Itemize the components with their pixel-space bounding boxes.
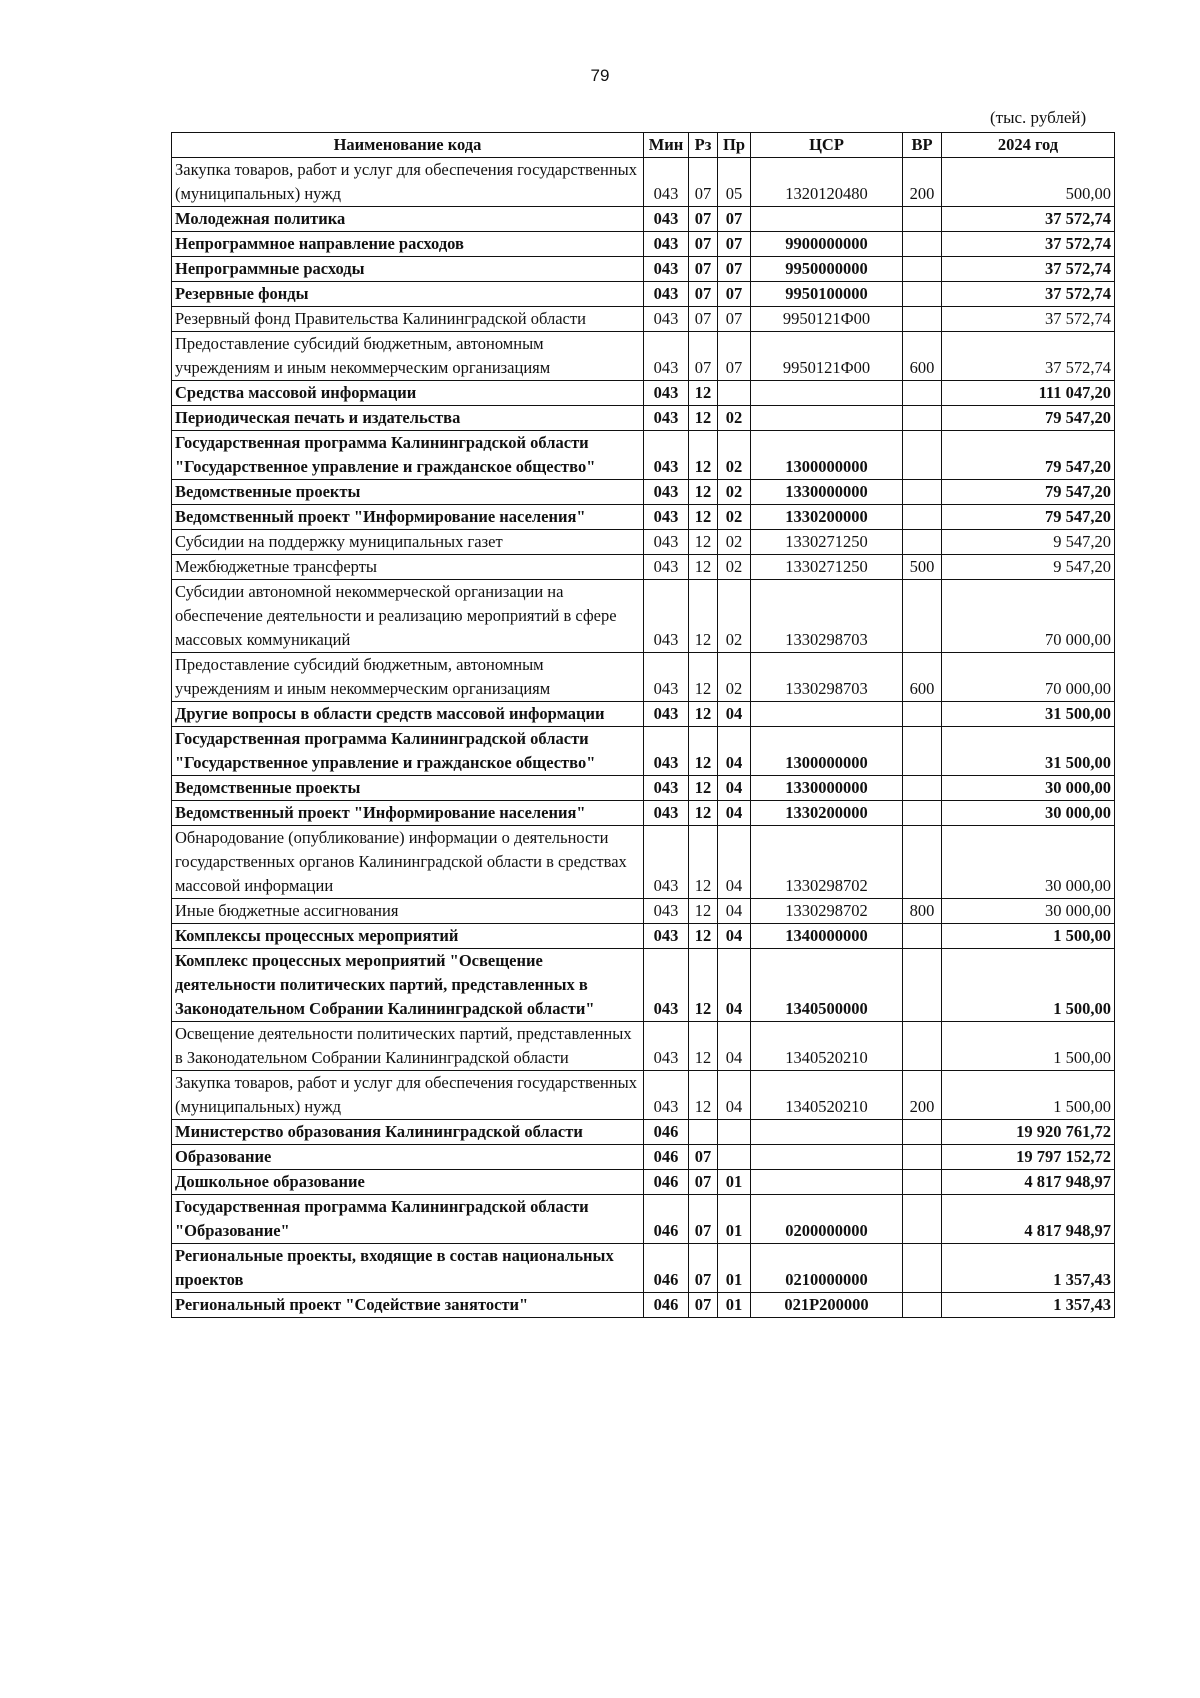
cell-rz: 07: [689, 1145, 718, 1170]
budget-table: [171, 132, 1115, 1318]
cell-rz: 12: [689, 381, 718, 406]
cell-name: Министерство образования Калининградской области: [172, 1120, 644, 1145]
cell-pr: 04: [718, 727, 751, 776]
cell-pr: 07: [718, 207, 751, 232]
cell-amount: 1 357,43: [942, 1293, 1115, 1318]
cell-pr: 02: [718, 555, 751, 580]
cell-name: Освещение деятельности политических партий, представленных в Законодательном Собрании Калининградской области: [172, 1022, 644, 1071]
cell-name: Государственная программа Калининградской области "Образование": [172, 1195, 644, 1244]
cell-pr: 04: [718, 776, 751, 801]
cell-rz: 12: [689, 555, 718, 580]
cell-amount: 70 000,00: [942, 653, 1115, 702]
cell-rz: 12: [689, 826, 718, 899]
cell-pr: [718, 1120, 751, 1145]
cell-amount: 1 500,00: [942, 1022, 1115, 1071]
cell-name: Государственная программа Калининградской области "Государственное управление и гражданское общество": [172, 727, 644, 776]
cell-vr: [903, 1022, 942, 1071]
cell-rz: 12: [689, 480, 718, 505]
page-number: 79: [590, 66, 610, 85]
cell-csr: [751, 1170, 903, 1195]
cell-amount: 37 572,74: [942, 257, 1115, 282]
table-row: [172, 307, 1115, 332]
cell-pr: 04: [718, 924, 751, 949]
cell-pr: 02: [718, 480, 751, 505]
cell-pr: 02: [718, 580, 751, 653]
cell-amount: 79 547,20: [942, 480, 1115, 505]
cell-pr: 02: [718, 406, 751, 431]
cell-amount: 4 817 948,97: [942, 1195, 1115, 1244]
cell-name: Закупка товаров, работ и услуг для обеспечения государственных (муниципальных) нужд: [172, 158, 644, 207]
cell-name: Иные бюджетные ассигнования: [172, 899, 644, 924]
cell-rz: [689, 1120, 718, 1145]
cell-name: Непрограммное направление расходов: [172, 232, 644, 257]
cell-pr: [718, 381, 751, 406]
cell-name: Другие вопросы в области средств массовой информации: [172, 702, 644, 727]
cell-vr: 500: [903, 555, 942, 580]
cell-min: 046: [644, 1145, 689, 1170]
cell-pr: 04: [718, 1022, 751, 1071]
cell-vr: [903, 801, 942, 826]
table-row: [172, 580, 1115, 653]
cell-name: Ведомственный проект "Информирование населения": [172, 801, 644, 826]
cell-csr: 0210000000: [751, 1244, 903, 1293]
cell-name: Субсидии на поддержку муниципальных газет: [172, 530, 644, 555]
cell-amount: 37 572,74: [942, 282, 1115, 307]
cell-pr: 02: [718, 653, 751, 702]
cell-amount: 37 572,74: [942, 207, 1115, 232]
cell-amount: 30 000,00: [942, 899, 1115, 924]
cell-csr: 1330200000: [751, 505, 903, 530]
cell-pr: 02: [718, 530, 751, 555]
cell-pr: 04: [718, 702, 751, 727]
cell-csr: [751, 1145, 903, 1170]
table-row: [172, 406, 1115, 431]
header-rz: Рз: [689, 133, 718, 158]
cell-name: Ведомственные проекты: [172, 480, 644, 505]
cell-name: Ведомственный проект "Информирование населения": [172, 505, 644, 530]
cell-csr: 021P200000: [751, 1293, 903, 1318]
table-row: [172, 381, 1115, 406]
cell-rz: 07: [689, 1244, 718, 1293]
cell-min: 043: [644, 282, 689, 307]
cell-rz: 12: [689, 924, 718, 949]
cell-vr: [903, 381, 942, 406]
cell-min: 043: [644, 207, 689, 232]
cell-pr: 04: [718, 949, 751, 1022]
cell-min: 043: [644, 381, 689, 406]
cell-min: 043: [644, 727, 689, 776]
cell-vr: [903, 257, 942, 282]
cell-min: 043: [644, 480, 689, 505]
cell-min: 043: [644, 949, 689, 1022]
cell-vr: [903, 1120, 942, 1145]
table-row: [172, 282, 1115, 307]
cell-amount: 1 500,00: [942, 1071, 1115, 1120]
cell-name: Региональные проекты, входящие в состав национальных проектов: [172, 1244, 644, 1293]
cell-amount: 37 572,74: [942, 307, 1115, 332]
cell-csr: 9950100000: [751, 282, 903, 307]
cell-pr: 07: [718, 332, 751, 381]
header-pr: Пр: [718, 133, 751, 158]
table-row: [172, 1293, 1115, 1318]
cell-name: Государственная программа Калининградской области "Государственное управление и гражданское общество": [172, 431, 644, 480]
cell-pr: 05: [718, 158, 751, 207]
cell-min: 043: [644, 232, 689, 257]
cell-vr: [903, 702, 942, 727]
table-row: [172, 431, 1115, 480]
table-row: [172, 207, 1115, 232]
cell-rz: 12: [689, 653, 718, 702]
cell-vr: [903, 727, 942, 776]
cell-csr: 9950121Ф00: [751, 307, 903, 332]
cell-amount: 19 797 152,72: [942, 1145, 1115, 1170]
cell-rz: 12: [689, 406, 718, 431]
cell-min: 043: [644, 431, 689, 480]
cell-min: 043: [644, 776, 689, 801]
table-row: [172, 158, 1115, 207]
cell-pr: 04: [718, 1071, 751, 1120]
table-row: [172, 1244, 1115, 1293]
cell-csr: 9900000000: [751, 232, 903, 257]
cell-pr: 07: [718, 307, 751, 332]
table-row: [172, 232, 1115, 257]
cell-min: 043: [644, 158, 689, 207]
cell-min: 043: [644, 924, 689, 949]
cell-rz: 07: [689, 257, 718, 282]
table-row: [172, 555, 1115, 580]
cell-min: 043: [644, 505, 689, 530]
table-row: [172, 776, 1115, 801]
header-vr: ВР: [903, 133, 942, 158]
cell-name: Образование: [172, 1145, 644, 1170]
cell-csr: 1300000000: [751, 727, 903, 776]
table-row: [172, 480, 1115, 505]
cell-pr: 04: [718, 899, 751, 924]
cell-min: 046: [644, 1170, 689, 1195]
cell-amount: 30 000,00: [942, 826, 1115, 899]
cell-vr: [903, 406, 942, 431]
header-amount: 2024 год: [942, 133, 1115, 158]
cell-pr: 07: [718, 282, 751, 307]
cell-csr: 1330000000: [751, 776, 903, 801]
cell-vr: 600: [903, 653, 942, 702]
table-row: [172, 924, 1115, 949]
cell-rz: 12: [689, 530, 718, 555]
cell-min: 043: [644, 257, 689, 282]
cell-pr: 04: [718, 826, 751, 899]
cell-csr: [751, 207, 903, 232]
cell-name: Резервные фонды: [172, 282, 644, 307]
cell-rz: 07: [689, 332, 718, 381]
cell-csr: 0200000000: [751, 1195, 903, 1244]
table-row: [172, 826, 1115, 899]
cell-vr: [903, 307, 942, 332]
cell-vr: [903, 949, 942, 1022]
cell-pr: 01: [718, 1170, 751, 1195]
cell-vr: [903, 207, 942, 232]
cell-min: 046: [644, 1195, 689, 1244]
cell-vr: [903, 1170, 942, 1195]
cell-csr: 9950121Ф00: [751, 332, 903, 381]
cell-vr: [903, 776, 942, 801]
cell-amount: 30 000,00: [942, 801, 1115, 826]
cell-amount: 1 357,43: [942, 1244, 1115, 1293]
cell-amount: 500,00: [942, 158, 1115, 207]
cell-vr: [903, 1244, 942, 1293]
cell-pr: 01: [718, 1293, 751, 1318]
cell-csr: 1330298703: [751, 653, 903, 702]
cell-rz: 07: [689, 1170, 718, 1195]
cell-vr: [903, 1293, 942, 1318]
cell-vr: [903, 924, 942, 949]
cell-name: Региональный проект "Содействие занятости": [172, 1293, 644, 1318]
cell-amount: 79 547,20: [942, 505, 1115, 530]
header-csr: ЦСР: [751, 133, 903, 158]
cell-amount: 111 047,20: [942, 381, 1115, 406]
cell-csr: 1330271250: [751, 530, 903, 555]
cell-vr: 200: [903, 158, 942, 207]
cell-name: Межбюджетные трансферты: [172, 555, 644, 580]
table-header-row: [172, 133, 1115, 158]
table-row: [172, 257, 1115, 282]
cell-pr: 07: [718, 257, 751, 282]
table-row: [172, 1195, 1115, 1244]
cell-rz: 12: [689, 580, 718, 653]
cell-rz: 12: [689, 899, 718, 924]
cell-csr: 1340520210: [751, 1071, 903, 1120]
cell-vr: [903, 530, 942, 555]
cell-amount: 70 000,00: [942, 580, 1115, 653]
cell-rz: 12: [689, 1022, 718, 1071]
cell-csr: 1340500000: [751, 949, 903, 1022]
cell-csr: [751, 406, 903, 431]
cell-name: Субсидии автономной некоммерческой организации на обеспечение деятельности и реализацию мероприятий в сфере массовых коммуникаций: [172, 580, 644, 653]
cell-min: 043: [644, 406, 689, 431]
cell-vr: [903, 826, 942, 899]
cell-amount: 79 547,20: [942, 406, 1115, 431]
cell-pr: 01: [718, 1244, 751, 1293]
cell-min: 043: [644, 801, 689, 826]
cell-amount: 79 547,20: [942, 431, 1115, 480]
cell-csr: 1330298702: [751, 826, 903, 899]
cell-vr: 800: [903, 899, 942, 924]
cell-amount: 1 500,00: [942, 924, 1115, 949]
cell-name: Молодежная политика: [172, 207, 644, 232]
table-row: [172, 1071, 1115, 1120]
cell-min: 043: [644, 580, 689, 653]
table-row: [172, 505, 1115, 530]
cell-rz: 07: [689, 282, 718, 307]
cell-rz: 12: [689, 949, 718, 1022]
cell-amount: 31 500,00: [942, 727, 1115, 776]
cell-pr: 04: [718, 801, 751, 826]
table-row: [172, 727, 1115, 776]
cell-vr: [903, 1195, 942, 1244]
cell-rz: 07: [689, 232, 718, 257]
cell-pr: [718, 1145, 751, 1170]
cell-amount: 1 500,00: [942, 949, 1115, 1022]
units-label: (тыс. рублей): [990, 108, 1087, 127]
cell-pr: 02: [718, 505, 751, 530]
table-row: [172, 530, 1115, 555]
cell-vr: 200: [903, 1071, 942, 1120]
cell-min: 046: [644, 1244, 689, 1293]
cell-csr: [751, 1120, 903, 1145]
cell-amount: 4 817 948,97: [942, 1170, 1115, 1195]
cell-name: Предоставление субсидий бюджетным, автономным учреждениям и иным некоммерческим организациям: [172, 653, 644, 702]
cell-min: 043: [644, 826, 689, 899]
table-row: [172, 332, 1115, 381]
cell-name: Непрограммные расходы: [172, 257, 644, 282]
cell-rz: 07: [689, 158, 718, 207]
cell-name: Резервный фонд Правительства Калининградской области: [172, 307, 644, 332]
table-row: [172, 1120, 1115, 1145]
table-row: [172, 1170, 1115, 1195]
cell-rz: 12: [689, 727, 718, 776]
cell-csr: 1330271250: [751, 555, 903, 580]
cell-min: 043: [644, 653, 689, 702]
cell-amount: 31 500,00: [942, 702, 1115, 727]
cell-amount: 9 547,20: [942, 555, 1115, 580]
table-row: [172, 949, 1115, 1022]
table-row: [172, 1145, 1115, 1170]
cell-amount: 37 572,74: [942, 232, 1115, 257]
cell-name: Средства массовой информации: [172, 381, 644, 406]
table-row: [172, 653, 1115, 702]
cell-vr: [903, 505, 942, 530]
cell-name: Комплексы процессных мероприятий: [172, 924, 644, 949]
cell-name: Предоставление субсидий бюджетным, автономным учреждениям и иным некоммерческим организациям: [172, 332, 644, 381]
cell-rz: 07: [689, 207, 718, 232]
cell-amount: 37 572,74: [942, 332, 1115, 381]
cell-csr: [751, 702, 903, 727]
cell-name: Комплекс процессных мероприятий "Освещение деятельности политических партий, представленных в Законодательном Собрании Калининградской области": [172, 949, 644, 1022]
cell-csr: 1330298702: [751, 899, 903, 924]
table-row: [172, 1022, 1115, 1071]
table-row: [172, 702, 1115, 727]
cell-rz: 12: [689, 505, 718, 530]
table-row: [172, 801, 1115, 826]
cell-vr: 600: [903, 332, 942, 381]
cell-csr: 9950000000: [751, 257, 903, 282]
cell-csr: 1320120480: [751, 158, 903, 207]
cell-rz: 07: [689, 1293, 718, 1318]
cell-min: 046: [644, 1293, 689, 1318]
cell-pr: 07: [718, 232, 751, 257]
cell-csr: 1300000000: [751, 431, 903, 480]
cell-amount: 9 547,20: [942, 530, 1115, 555]
cell-csr: [751, 381, 903, 406]
cell-csr: 1330200000: [751, 801, 903, 826]
cell-csr: 1340520210: [751, 1022, 903, 1071]
cell-name: Обнародование (опубликование) информации о деятельности государственных органов Калининградской области в средствах массовой информации: [172, 826, 644, 899]
cell-name: Дошкольное образование: [172, 1170, 644, 1195]
cell-vr: [903, 1145, 942, 1170]
cell-min: 043: [644, 899, 689, 924]
cell-pr: 01: [718, 1195, 751, 1244]
cell-rz: 12: [689, 801, 718, 826]
cell-min: 043: [644, 530, 689, 555]
cell-min: 043: [644, 702, 689, 727]
cell-vr: [903, 282, 942, 307]
cell-min: 043: [644, 307, 689, 332]
table-body: [172, 158, 1115, 1318]
cell-amount: 19 920 761,72: [942, 1120, 1115, 1145]
header-min: Мин: [644, 133, 689, 158]
cell-rz: 12: [689, 1071, 718, 1120]
cell-rz: 07: [689, 1195, 718, 1244]
table-row: [172, 899, 1115, 924]
cell-csr: 1340000000: [751, 924, 903, 949]
cell-name: Закупка товаров, работ и услуг для обеспечения государственных (муниципальных) нужд: [172, 1071, 644, 1120]
cell-csr: 1330298703: [751, 580, 903, 653]
cell-vr: [903, 480, 942, 505]
cell-pr: 02: [718, 431, 751, 480]
cell-vr: [903, 431, 942, 480]
cell-rz: 12: [689, 776, 718, 801]
cell-name: Периодическая печать и издательства: [172, 406, 644, 431]
cell-amount: 30 000,00: [942, 776, 1115, 801]
cell-vr: [903, 580, 942, 653]
cell-name: Ведомственные проекты: [172, 776, 644, 801]
cell-rz: 12: [689, 431, 718, 480]
cell-rz: 07: [689, 307, 718, 332]
cell-csr: 1330000000: [751, 480, 903, 505]
cell-min: 043: [644, 1022, 689, 1071]
cell-rz: 12: [689, 702, 718, 727]
cell-vr: [903, 232, 942, 257]
cell-min: 043: [644, 1071, 689, 1120]
cell-min: 046: [644, 1120, 689, 1145]
cell-min: 043: [644, 332, 689, 381]
header-name: Наименование кода: [172, 133, 644, 158]
cell-min: 043: [644, 555, 689, 580]
